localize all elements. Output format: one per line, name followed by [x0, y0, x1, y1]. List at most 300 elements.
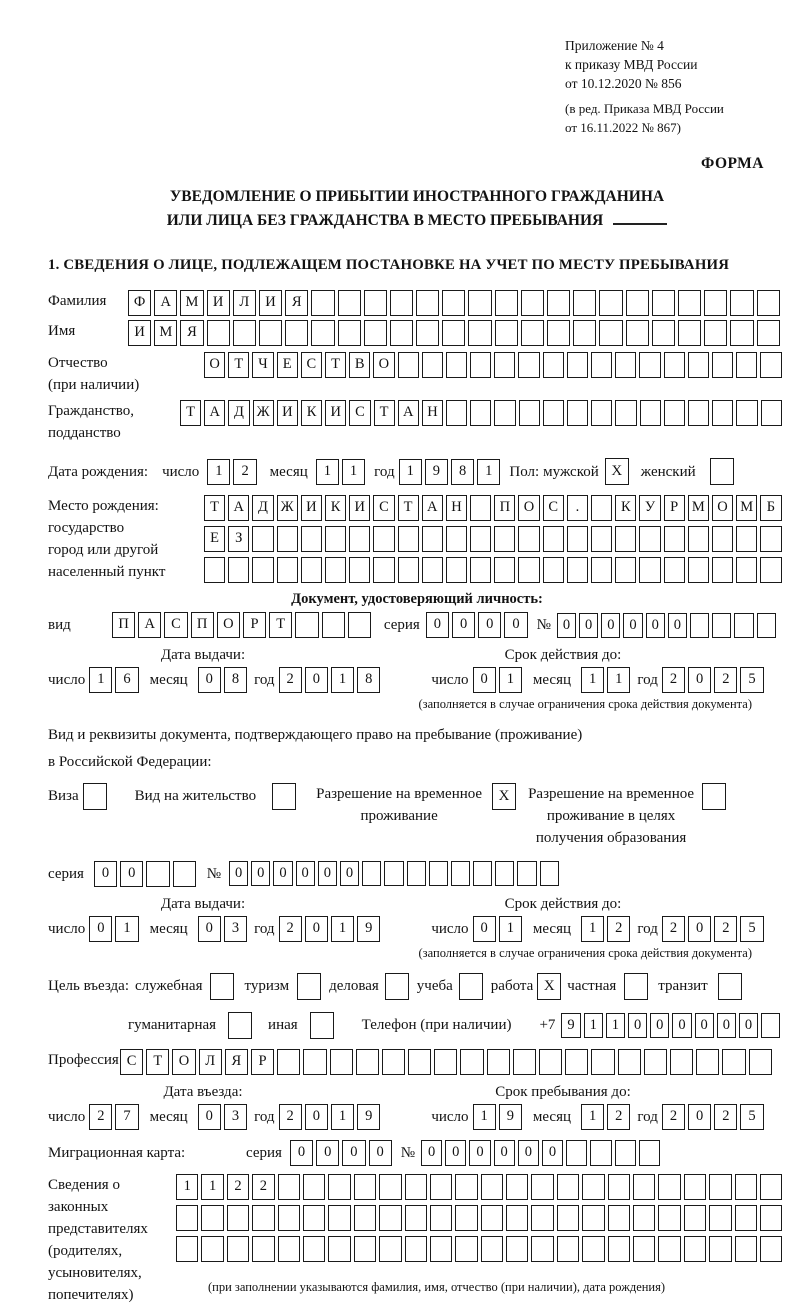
char-box[interactable] — [735, 1174, 757, 1200]
char-box[interactable] — [349, 526, 370, 552]
char-box[interactable] — [451, 861, 470, 886]
char-box[interactable] — [599, 320, 622, 346]
char-box[interactable] — [176, 1236, 198, 1262]
char-box[interactable] — [405, 1236, 427, 1262]
char-box[interactable] — [761, 400, 782, 426]
char-box[interactable] — [521, 290, 544, 316]
char-box[interactable]: 1 — [201, 1174, 223, 1200]
char-box[interactable] — [540, 861, 559, 886]
char-box[interactable] — [760, 1236, 782, 1262]
char-box[interactable] — [252, 526, 273, 552]
char-box[interactable] — [429, 861, 448, 886]
char-box[interactable]: 8 — [357, 667, 380, 693]
char-box[interactable] — [513, 1049, 536, 1075]
char-box[interactable]: 0 — [579, 613, 598, 638]
char-box[interactable] — [547, 290, 570, 316]
char-box[interactable]: 0 — [473, 667, 496, 693]
char-box[interactable] — [670, 1049, 693, 1075]
char-box[interactable]: Я — [285, 290, 308, 316]
char-box[interactable]: С — [301, 352, 322, 378]
char-box[interactable] — [434, 1049, 457, 1075]
char-box[interactable] — [664, 526, 685, 552]
char-box[interactable] — [712, 352, 733, 378]
char-box[interactable] — [582, 1174, 604, 1200]
char-box[interactable] — [567, 400, 588, 426]
char-box[interactable] — [712, 526, 733, 552]
char-box[interactable]: И — [277, 400, 298, 426]
char-box[interactable]: 0 — [342, 1140, 365, 1166]
char-box[interactable] — [470, 352, 491, 378]
char-box[interactable]: Т — [228, 352, 249, 378]
char-box[interactable]: 0 — [251, 861, 270, 886]
purpose-tourism-checkbox[interactable] — [297, 973, 321, 1000]
char-box[interactable]: 1 — [477, 459, 500, 485]
char-box[interactable]: Я — [225, 1049, 248, 1075]
char-box[interactable]: 0 — [452, 612, 475, 638]
char-box[interactable] — [295, 612, 318, 638]
char-box[interactable] — [547, 320, 570, 346]
temp-residence-education-checkbox[interactable] — [702, 783, 726, 810]
char-box[interactable]: 1 — [499, 667, 522, 693]
char-box[interactable] — [398, 352, 419, 378]
char-box[interactable] — [518, 352, 539, 378]
char-box[interactable]: 1 — [499, 916, 522, 942]
char-box[interactable] — [325, 526, 346, 552]
char-box[interactable]: М — [180, 290, 203, 316]
char-box[interactable]: 1 — [89, 667, 112, 693]
char-box[interactable]: 0 — [296, 861, 315, 886]
char-box[interactable] — [455, 1236, 477, 1262]
char-box[interactable]: 0 — [273, 861, 292, 886]
char-box[interactable] — [639, 557, 660, 583]
char-box[interactable]: И — [325, 400, 346, 426]
char-box[interactable] — [608, 1174, 630, 1200]
char-box[interactable]: Б — [760, 495, 781, 521]
char-box[interactable]: 2 — [607, 916, 630, 942]
purpose-work-checkbox[interactable]: X — [537, 973, 561, 1000]
char-box[interactable]: С — [373, 495, 394, 521]
char-box[interactable] — [735, 1236, 757, 1262]
char-box[interactable] — [565, 1049, 588, 1075]
char-box[interactable] — [688, 400, 709, 426]
char-box[interactable] — [481, 1236, 503, 1262]
char-box[interactable] — [506, 1174, 528, 1200]
char-box[interactable] — [362, 861, 381, 886]
char-box[interactable] — [354, 1205, 376, 1231]
char-box[interactable]: 1 — [607, 667, 630, 693]
char-box[interactable]: 0 — [668, 613, 687, 638]
char-box[interactable]: 0 — [557, 613, 576, 638]
purpose-study-checkbox[interactable] — [459, 973, 483, 1000]
purpose-official-checkbox[interactable] — [210, 973, 234, 1000]
char-box[interactable]: А — [398, 400, 419, 426]
char-box[interactable]: О — [217, 612, 240, 638]
char-box[interactable]: 2 — [662, 667, 685, 693]
char-box[interactable]: А — [138, 612, 161, 638]
char-box[interactable] — [422, 557, 443, 583]
char-box[interactable] — [664, 557, 685, 583]
char-box[interactable] — [328, 1174, 350, 1200]
char-box[interactable]: 1 — [331, 916, 354, 942]
char-box[interactable]: Д — [228, 400, 249, 426]
char-box[interactable] — [678, 320, 701, 346]
char-box[interactable]: 2 — [227, 1174, 249, 1200]
char-box[interactable] — [495, 861, 514, 886]
char-box[interactable] — [521, 320, 544, 346]
residence-permit-checkbox[interactable] — [272, 783, 296, 810]
char-box[interactable]: 0 — [628, 1013, 647, 1038]
char-box[interactable]: 8 — [451, 459, 474, 485]
char-box[interactable] — [379, 1236, 401, 1262]
char-box[interactable]: С — [120, 1049, 143, 1075]
temp-residence-checkbox[interactable]: X — [492, 783, 516, 810]
purpose-private-checkbox[interactable] — [624, 973, 648, 1000]
char-box[interactable] — [460, 1049, 483, 1075]
char-box[interactable]: О — [712, 495, 733, 521]
char-box[interactable] — [494, 400, 515, 426]
char-box[interactable] — [531, 1174, 553, 1200]
char-box[interactable]: Т — [398, 495, 419, 521]
char-box[interactable] — [709, 1236, 731, 1262]
purpose-transit-checkbox[interactable] — [718, 973, 742, 1000]
char-box[interactable] — [712, 557, 733, 583]
char-box[interactable] — [757, 290, 780, 316]
char-box[interactable]: 0 — [469, 1140, 490, 1166]
char-box[interactable] — [430, 1174, 452, 1200]
char-box[interactable]: 0 — [672, 1013, 691, 1038]
purpose-other-checkbox[interactable] — [310, 1012, 334, 1039]
char-box[interactable] — [338, 290, 361, 316]
char-box[interactable] — [760, 557, 781, 583]
char-box[interactable]: О — [204, 352, 225, 378]
char-box[interactable] — [599, 290, 622, 316]
char-box[interactable] — [473, 861, 492, 886]
char-box[interactable] — [582, 1205, 604, 1231]
char-box[interactable] — [757, 613, 776, 638]
char-box[interactable] — [252, 1236, 274, 1262]
char-box[interactable] — [582, 1236, 604, 1262]
char-box[interactable] — [325, 557, 346, 583]
char-box[interactable] — [591, 495, 612, 521]
char-box[interactable] — [348, 612, 371, 638]
char-box[interactable] — [422, 352, 443, 378]
char-box[interactable]: Д — [252, 495, 273, 521]
char-box[interactable]: Я — [180, 320, 203, 346]
char-box[interactable]: 0 — [688, 916, 711, 942]
char-box[interactable]: 1 — [584, 1013, 603, 1038]
char-box[interactable] — [573, 320, 596, 346]
char-box[interactable]: 9 — [561, 1013, 580, 1038]
gender-male-checkbox[interactable]: X — [605, 458, 629, 485]
char-box[interactable]: 1 — [606, 1013, 625, 1038]
char-box[interactable] — [301, 557, 322, 583]
char-box[interactable] — [407, 861, 426, 886]
char-box[interactable] — [328, 1236, 350, 1262]
char-box[interactable]: 1 — [399, 459, 422, 485]
char-box[interactable]: 8 — [224, 667, 247, 693]
char-box[interactable] — [734, 613, 753, 638]
char-box[interactable] — [227, 1236, 249, 1262]
char-box[interactable] — [311, 320, 334, 346]
char-box[interactable]: Н — [446, 495, 467, 521]
char-box[interactable] — [146, 861, 169, 887]
char-box[interactable]: Е — [277, 352, 298, 378]
char-box[interactable] — [730, 320, 753, 346]
char-box[interactable] — [543, 526, 564, 552]
char-box[interactable]: 0 — [518, 1140, 539, 1166]
char-box[interactable]: 0 — [688, 667, 711, 693]
char-box[interactable] — [736, 400, 757, 426]
char-box[interactable] — [201, 1205, 223, 1231]
char-box[interactable] — [688, 526, 709, 552]
char-box[interactable]: Т — [269, 612, 292, 638]
char-box[interactable]: Е — [204, 526, 225, 552]
char-box[interactable]: Н — [422, 400, 443, 426]
char-box[interactable] — [277, 1049, 300, 1075]
char-box[interactable] — [468, 290, 491, 316]
char-box[interactable] — [416, 320, 439, 346]
char-box[interactable] — [709, 1205, 731, 1231]
char-box[interactable] — [633, 1205, 655, 1231]
char-box[interactable]: О — [373, 352, 394, 378]
char-box[interactable] — [455, 1205, 477, 1231]
char-box[interactable] — [760, 352, 781, 378]
char-box[interactable] — [373, 557, 394, 583]
char-box[interactable] — [591, 1049, 614, 1075]
char-box[interactable] — [567, 526, 588, 552]
char-box[interactable]: Л — [199, 1049, 222, 1075]
purpose-business-checkbox[interactable] — [385, 973, 409, 1000]
char-box[interactable] — [303, 1174, 325, 1200]
char-box[interactable] — [567, 352, 588, 378]
char-box[interactable]: К — [301, 400, 322, 426]
char-box[interactable]: 0 — [290, 1140, 313, 1166]
char-box[interactable]: 0 — [646, 613, 665, 638]
char-box[interactable] — [384, 861, 403, 886]
char-box[interactable]: 0 — [89, 916, 112, 942]
char-box[interactable]: А — [154, 290, 177, 316]
char-box[interactable]: Т — [374, 400, 395, 426]
char-box[interactable]: 2 — [252, 1174, 274, 1200]
char-box[interactable]: 5 — [740, 1104, 763, 1130]
char-box[interactable] — [664, 352, 685, 378]
char-box[interactable]: 0 — [369, 1140, 392, 1166]
char-box[interactable] — [506, 1205, 528, 1231]
char-box[interactable]: 0 — [198, 667, 221, 693]
char-box[interactable]: 2 — [662, 1104, 685, 1130]
char-box[interactable]: 0 — [739, 1013, 758, 1038]
char-box[interactable]: 2 — [279, 916, 302, 942]
char-box[interactable] — [495, 320, 518, 346]
char-box[interactable] — [494, 557, 515, 583]
char-box[interactable]: С — [164, 612, 187, 638]
char-box[interactable] — [373, 526, 394, 552]
char-box[interactable]: Р — [243, 612, 266, 638]
gender-female-checkbox[interactable] — [710, 458, 734, 485]
char-box[interactable] — [277, 526, 298, 552]
char-box[interactable]: 0 — [421, 1140, 442, 1166]
char-box[interactable] — [760, 526, 781, 552]
char-box[interactable] — [356, 1049, 379, 1075]
char-box[interactable] — [228, 557, 249, 583]
char-box[interactable]: 2 — [714, 916, 737, 942]
char-box[interactable] — [539, 1049, 562, 1075]
char-box[interactable] — [591, 400, 612, 426]
char-box[interactable] — [252, 1205, 274, 1231]
char-box[interactable]: 0 — [94, 861, 117, 887]
char-box[interactable]: И — [301, 495, 322, 521]
char-box[interactable] — [531, 1205, 553, 1231]
char-box[interactable] — [531, 1236, 553, 1262]
char-box[interactable]: О — [518, 495, 539, 521]
char-box[interactable] — [233, 320, 256, 346]
char-box[interactable] — [760, 1174, 782, 1200]
char-box[interactable]: В — [349, 352, 370, 378]
char-box[interactable] — [608, 1236, 630, 1262]
char-box[interactable] — [495, 290, 518, 316]
char-box[interactable] — [303, 1236, 325, 1262]
char-box[interactable]: 5 — [740, 667, 763, 693]
char-box[interactable]: 0 — [198, 916, 221, 942]
char-box[interactable] — [658, 1174, 680, 1200]
char-box[interactable]: 0 — [688, 1104, 711, 1130]
char-box[interactable]: 9 — [425, 459, 448, 485]
char-box[interactable]: 2 — [607, 1104, 630, 1130]
char-box[interactable] — [303, 1205, 325, 1231]
char-box[interactable] — [227, 1205, 249, 1231]
char-box[interactable] — [446, 526, 467, 552]
char-box[interactable]: 0 — [601, 613, 620, 638]
char-box[interactable]: 2 — [279, 667, 302, 693]
char-box[interactable]: 0 — [473, 916, 496, 942]
char-box[interactable] — [633, 1236, 655, 1262]
char-box[interactable]: Ф — [128, 290, 151, 316]
char-box[interactable]: 7 — [115, 1104, 138, 1130]
char-box[interactable] — [543, 400, 564, 426]
char-box[interactable] — [382, 1049, 405, 1075]
char-box[interactable]: Т — [325, 352, 346, 378]
char-box[interactable] — [652, 320, 675, 346]
char-box[interactable] — [567, 557, 588, 583]
char-box[interactable]: 2 — [714, 1104, 737, 1130]
char-box[interactable]: Т — [204, 495, 225, 521]
char-box[interactable]: 2 — [89, 1104, 112, 1130]
char-box[interactable]: А — [422, 495, 443, 521]
char-box[interactable]: 0 — [198, 1104, 221, 1130]
char-box[interactable]: 1 — [176, 1174, 198, 1200]
char-box[interactable]: М — [688, 495, 709, 521]
char-box[interactable] — [591, 352, 612, 378]
char-box[interactable]: 1 — [115, 916, 138, 942]
char-box[interactable] — [760, 1205, 782, 1231]
char-box[interactable]: 1 — [342, 459, 365, 485]
char-box[interactable] — [591, 557, 612, 583]
char-box[interactable] — [658, 1205, 680, 1231]
char-box[interactable]: Т — [146, 1049, 169, 1075]
char-box[interactable] — [518, 557, 539, 583]
char-box[interactable]: И — [207, 290, 230, 316]
char-box[interactable] — [684, 1236, 706, 1262]
char-box[interactable] — [557, 1205, 579, 1231]
char-box[interactable] — [252, 557, 273, 583]
char-box[interactable] — [615, 557, 636, 583]
char-box[interactable]: С — [349, 400, 370, 426]
char-box[interactable] — [736, 352, 757, 378]
char-box[interactable] — [688, 352, 709, 378]
char-box[interactable]: М — [736, 495, 757, 521]
char-box[interactable]: 1 — [581, 667, 604, 693]
char-box[interactable] — [591, 526, 612, 552]
char-box[interactable]: 0 — [445, 1140, 466, 1166]
char-box[interactable] — [543, 352, 564, 378]
char-box[interactable] — [470, 495, 491, 521]
char-box[interactable]: П — [494, 495, 515, 521]
char-box[interactable] — [470, 526, 491, 552]
char-box[interactable]: Т — [180, 400, 201, 426]
char-box[interactable] — [405, 1174, 427, 1200]
char-box[interactable]: 9 — [357, 1104, 380, 1130]
char-box[interactable] — [207, 320, 230, 346]
char-box[interactable] — [615, 400, 636, 426]
char-box[interactable] — [422, 526, 443, 552]
char-box[interactable]: 1 — [473, 1104, 496, 1130]
char-box[interactable]: 0 — [478, 612, 501, 638]
char-box[interactable] — [626, 290, 649, 316]
char-box[interactable] — [481, 1205, 503, 1231]
purpose-humanitarian-checkbox[interactable] — [228, 1012, 252, 1039]
char-box[interactable]: И — [259, 290, 282, 316]
char-box[interactable]: 1 — [316, 459, 339, 485]
char-box[interactable] — [712, 613, 731, 638]
char-box[interactable]: 2 — [233, 459, 256, 485]
char-box[interactable]: 0 — [695, 1013, 714, 1038]
char-box[interactable]: 1 — [581, 1104, 604, 1130]
char-box[interactable] — [349, 557, 370, 583]
char-box[interactable] — [639, 352, 660, 378]
char-box[interactable]: К — [325, 495, 346, 521]
char-box[interactable] — [442, 320, 465, 346]
char-box[interactable] — [690, 613, 709, 638]
char-box[interactable] — [176, 1205, 198, 1231]
char-box[interactable] — [678, 290, 701, 316]
char-box[interactable] — [328, 1205, 350, 1231]
char-box[interactable]: . — [567, 495, 588, 521]
char-box[interactable] — [468, 320, 491, 346]
char-box[interactable] — [285, 320, 308, 346]
char-box[interactable]: 0 — [542, 1140, 563, 1166]
char-box[interactable]: 1 — [331, 1104, 354, 1130]
char-box[interactable] — [481, 1174, 503, 1200]
char-box[interactable] — [735, 1205, 757, 1231]
char-box[interactable] — [633, 1174, 655, 1200]
char-box[interactable]: И — [128, 320, 151, 346]
char-box[interactable] — [278, 1236, 300, 1262]
char-box[interactable] — [470, 557, 491, 583]
char-box[interactable] — [722, 1049, 745, 1075]
char-box[interactable]: Ж — [253, 400, 274, 426]
char-box[interactable] — [470, 400, 491, 426]
char-box[interactable] — [590, 1140, 611, 1166]
char-box[interactable] — [543, 557, 564, 583]
char-box[interactable]: 9 — [357, 916, 380, 942]
char-box[interactable] — [405, 1205, 427, 1231]
char-box[interactable] — [517, 861, 536, 886]
char-box[interactable]: 1 — [207, 459, 230, 485]
char-box[interactable] — [761, 1013, 780, 1038]
char-box[interactable] — [173, 861, 196, 887]
char-box[interactable] — [557, 1174, 579, 1200]
char-box[interactable] — [640, 400, 661, 426]
